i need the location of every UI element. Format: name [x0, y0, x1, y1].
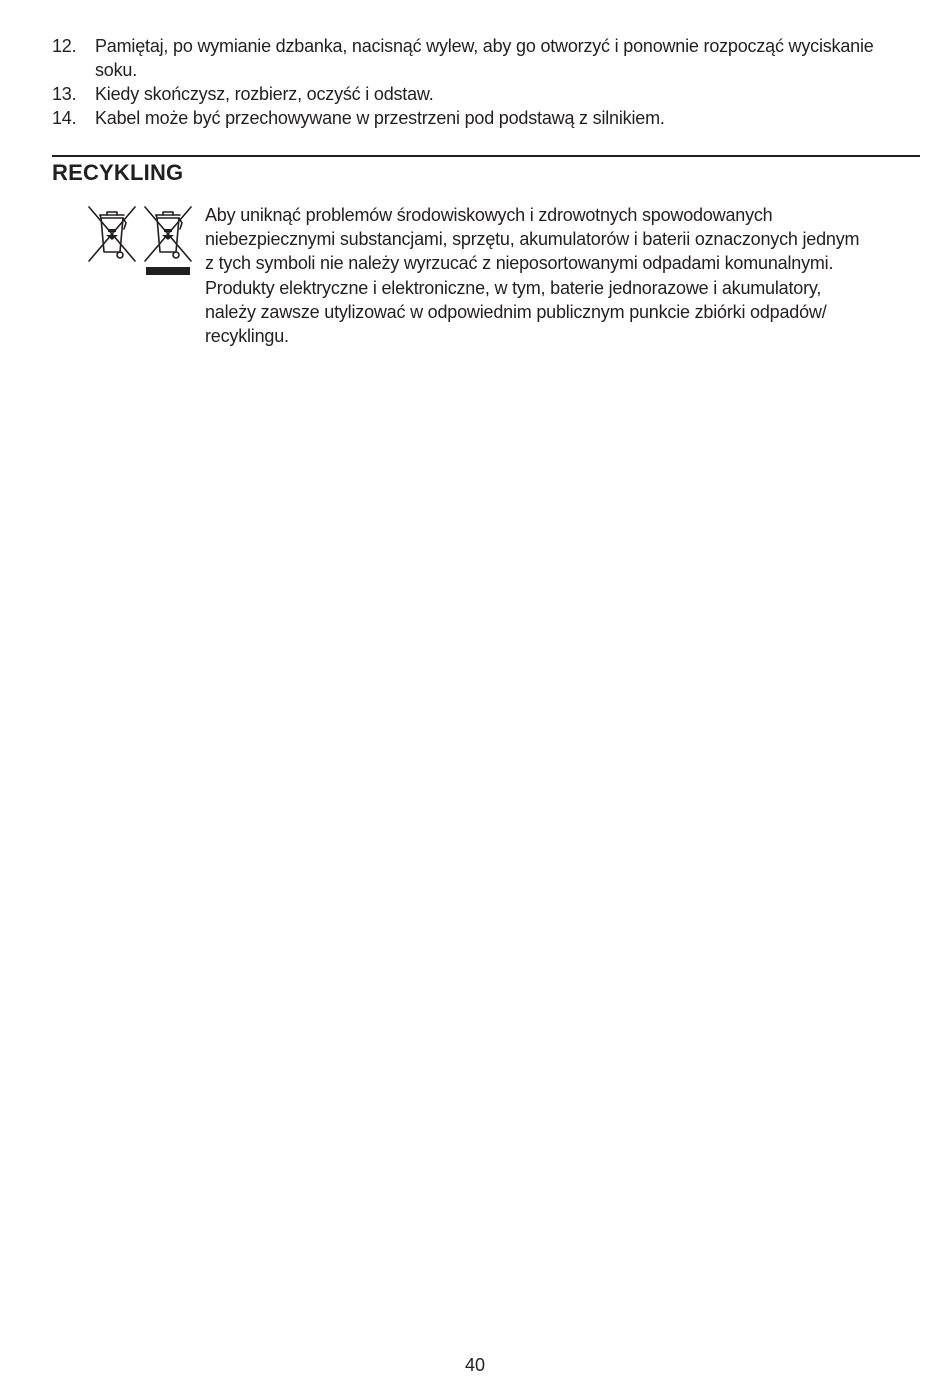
- recycling-notice-line: Aby uniknąć problemów środowiskowych i zdrowotnych spowodowanych: [205, 205, 773, 225]
- recycling-notice-line: Produkty elektryczne i elektroniczne, w tym, baterie jednorazowe i akumulatory,: [205, 277, 822, 298]
- list-item: [52, 34, 918, 82]
- recycling-notice: [205, 203, 920, 348]
- instruction-list: [52, 34, 918, 130]
- recycling-notice-line: należy zawsze utylizować w odpowiednim publicznym punkcie zbiórki odpadów/: [205, 301, 827, 322]
- page-number: 40: [464, 1355, 486, 1375]
- recycling-notice-line: z tych symboli nie należy wyrzucać z nieposortowanymi odpadami komunalnymi.: [205, 253, 834, 274]
- recycling-notice-line: recyklingu.: [205, 326, 289, 347]
- list-item: [52, 106, 918, 130]
- recycling-symbols: [86, 205, 196, 277]
- section-divider: [52, 155, 920, 157]
- crossed-out-wheelie-bin-with-bar-icon: [142, 205, 194, 277]
- list-item-text: Pamiętaj, po wymianie dzbanka, nacisnąć wylew, aby go otworzyć i ponownie rozpocząć wyciskanie soku.: [95, 36, 874, 80]
- recycling-notice-line: niebezpiecznymi substancjami, sprzętu, akumulatorów i baterii oznaczonych jednym: [205, 229, 860, 250]
- section-heading: RECYKLING: [52, 160, 184, 185]
- list-item-number: 12.: [52, 36, 77, 56]
- crossed-out-wheelie-bin-icon: [86, 205, 138, 263]
- list-item: [52, 82, 918, 106]
- list-item-number: 14.: [52, 108, 77, 128]
- list-item-text: Kiedy skończysz, rozbierz, oczyść i odstaw.: [95, 84, 434, 104]
- list-item-number: 13.: [52, 84, 77, 104]
- list-item-text: Kabel może być przechowywane w przestrzeni pod podstawą z silnikiem.: [95, 108, 665, 128]
